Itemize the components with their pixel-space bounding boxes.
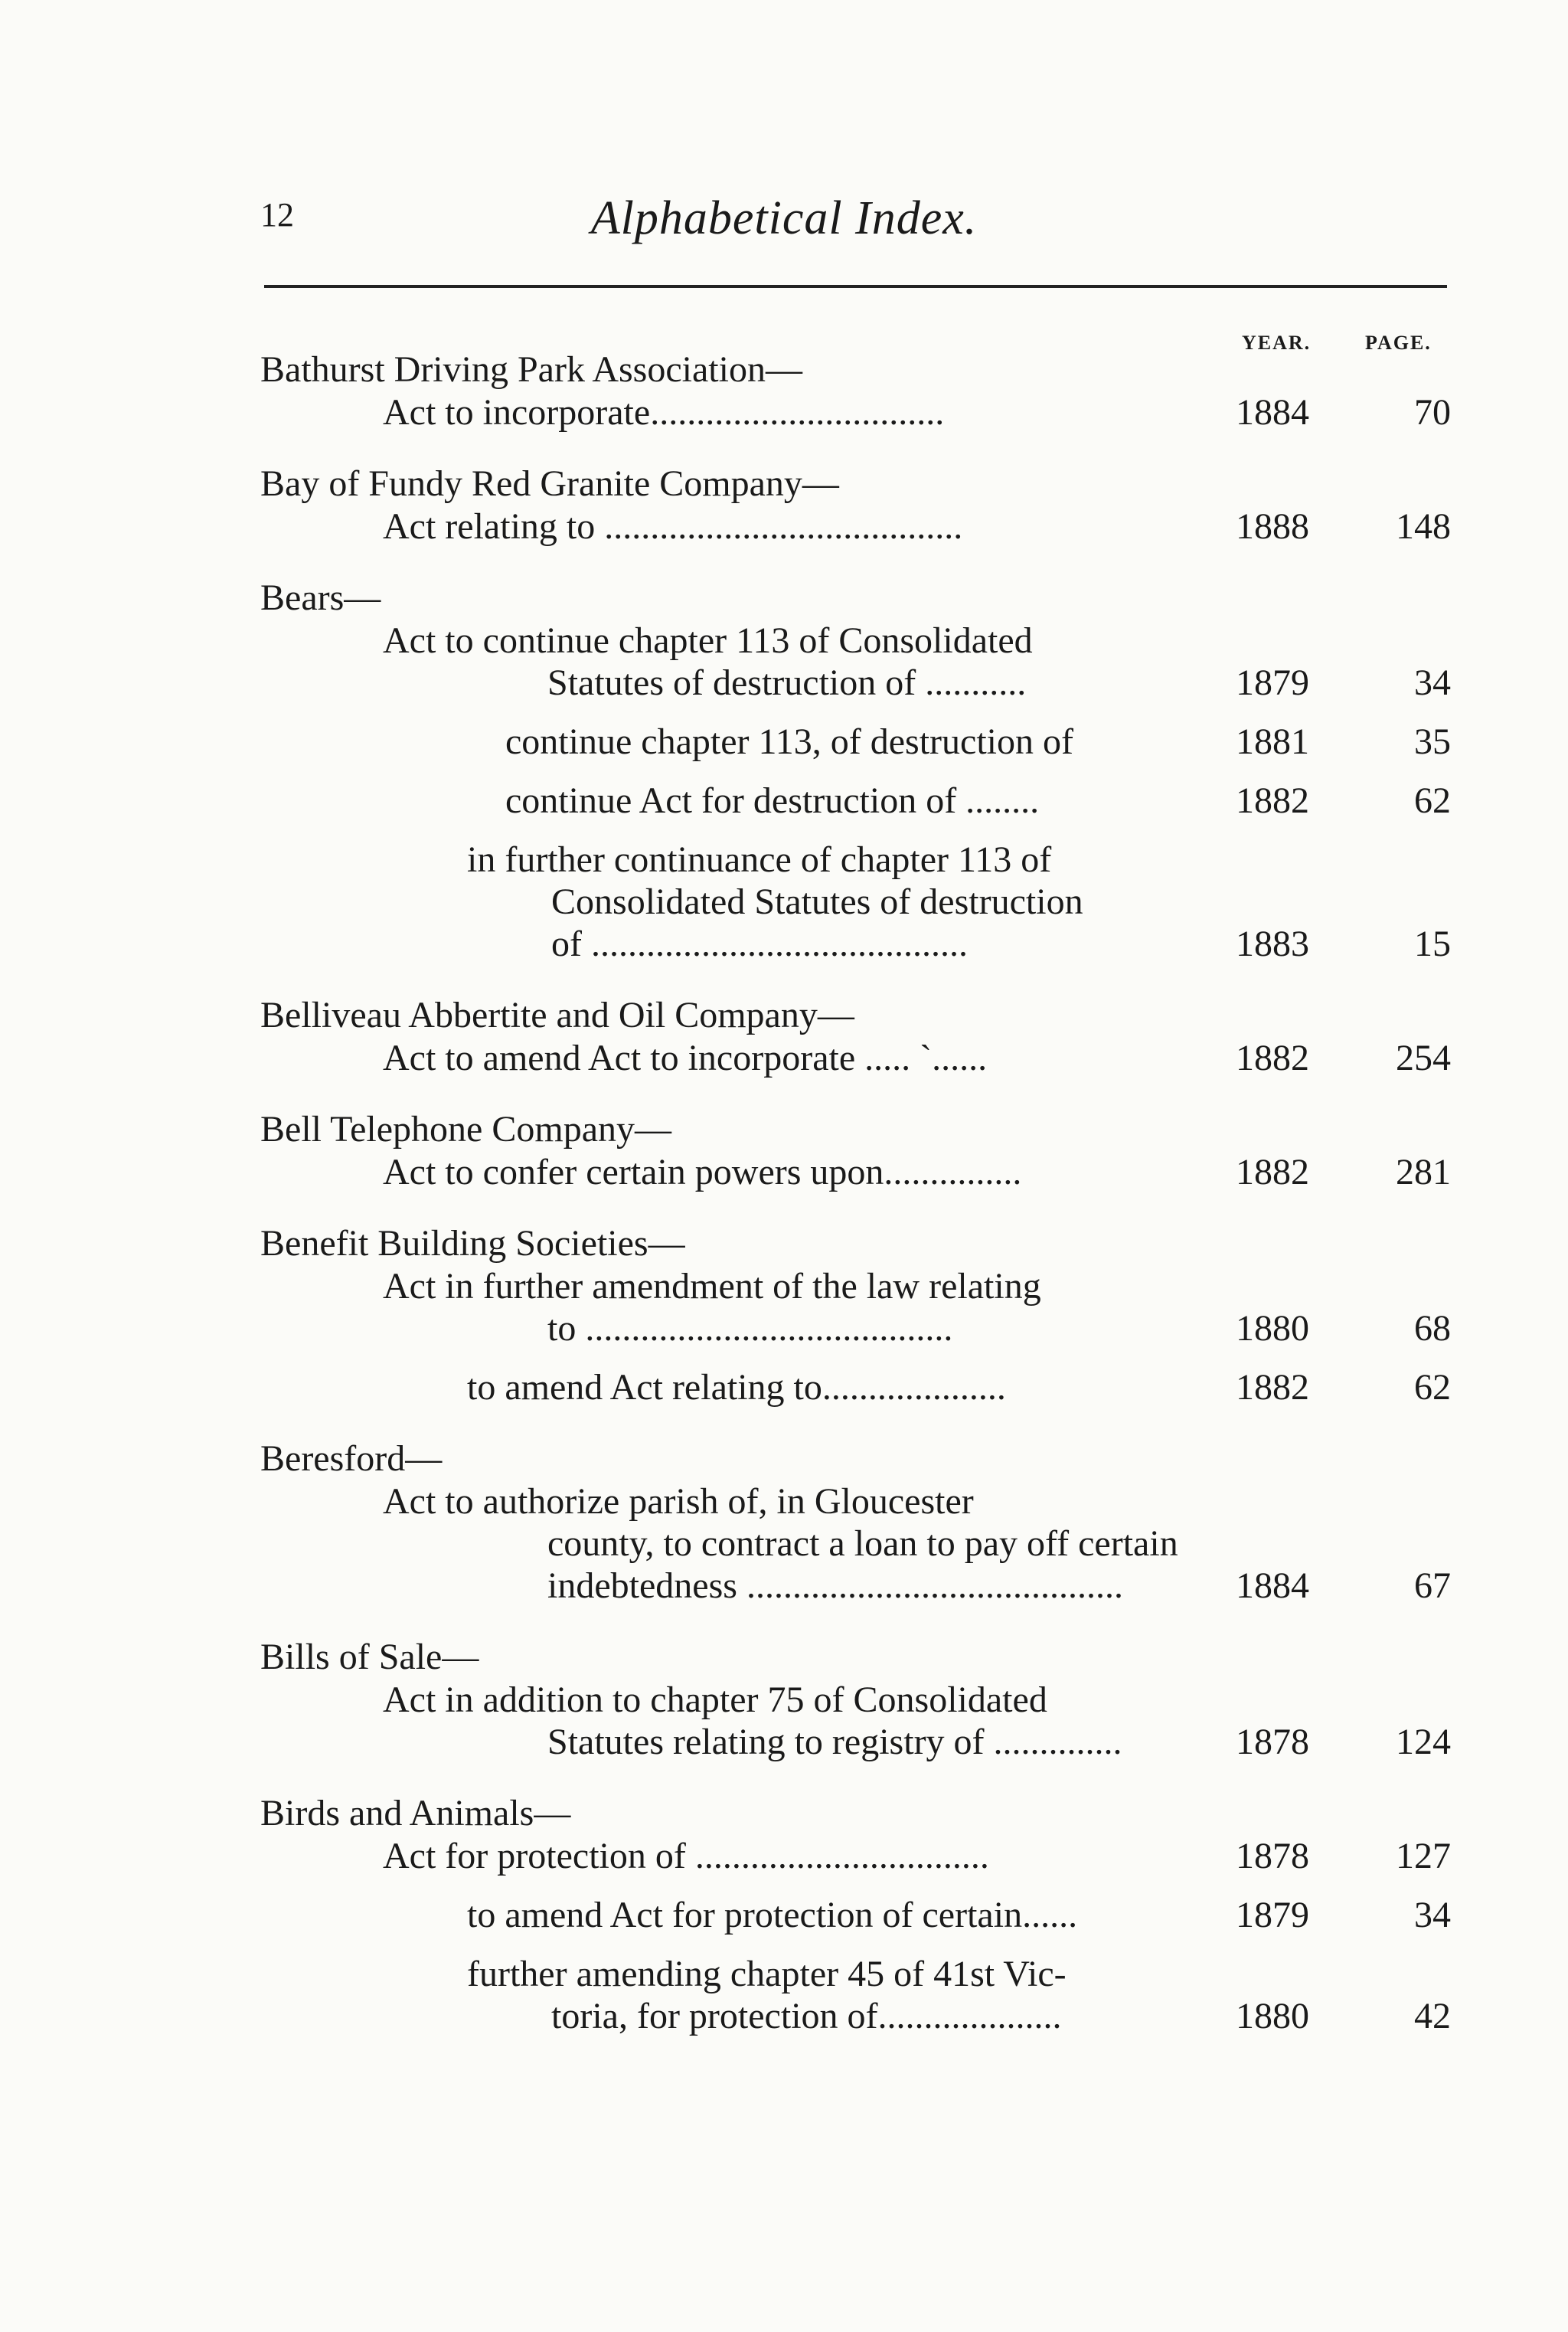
entry-year: 1880 [1236,1996,1309,2036]
entry-item [260,1679,1455,1763]
entry-item-line: indebtedness ......................................... [547,1565,1123,1606]
entry-year: 1882 [1236,1038,1309,1078]
entry-page: 42 [1414,1996,1451,2036]
entry-item-text [260,839,1191,965]
entry-year: 1881 [1236,721,1309,762]
entry-item-text [260,620,1191,704]
header-rule [264,285,1447,288]
entry-item-line: Act for protection of ................................ [383,1836,989,1876]
entry-page: 281 [1396,1152,1451,1192]
index-entries [260,348,1455,2066]
entry-item-line: Act in addition to chapter 75 of Consolidated [383,1679,1047,1720]
entry-item-line: Act to continue chapter 113 of Consolidated [383,620,1033,661]
entry-year: 1884 [1236,1565,1309,1606]
entry-item-text [260,505,1191,548]
entry-item-line: Act to authorize parish of, in Gloucester [383,1481,974,1522]
entry-item-line: further amending chapter 45 of 41st Vic- [467,1954,1067,1994]
entry-item-line: Statutes relating to registry of .............. [547,1722,1122,1762]
entry-item-line: to amend Act for protection of certain...... [467,1895,1078,1935]
entry-item-line: continue Act for destruction of ........ [505,780,1040,821]
entry-year: 1879 [1236,1895,1309,1935]
entry-year: 1884 [1236,392,1309,433]
entry-year: 1882 [1236,1367,1309,1408]
entry-item [260,1366,1455,1408]
entry-page: 15 [1414,924,1451,964]
page-number: 12 [260,196,294,234]
entry-page: 124 [1396,1722,1451,1762]
entry-item [260,1037,1455,1079]
entry-item [260,1265,1455,1349]
index-entry [260,1108,1455,1193]
entry-item-line: Statutes of destruction of ........... [547,662,1027,703]
entry-item-line: Act to confer certain powers upon............... [383,1152,1022,1192]
entry-heading: Beresford— [260,1438,443,1479]
entry-item [260,1835,1455,1877]
entry-item-line: Consolidated Statutes of destruction [551,881,1083,922]
entry-year: 1883 [1236,924,1309,964]
entry-year: 1879 [1236,662,1309,703]
entry-item-text [260,1151,1191,1193]
entry-item-text [260,1953,1191,2037]
entry-item [260,1151,1455,1193]
entry-year: 1878 [1236,1722,1309,1762]
index-entry [260,1437,1455,1607]
entry-item-text [260,721,1191,763]
entry-item [260,1953,1455,2037]
index-entry [260,463,1455,548]
index-entry [260,1636,1455,1763]
entry-item [260,839,1455,965]
entry-item-line: of ......................................... [551,924,968,964]
entry-item [260,1894,1455,1936]
entry-year: 1888 [1236,506,1309,547]
entry-item [260,1480,1455,1607]
entry-page: 68 [1414,1308,1451,1349]
entry-item-line: continue chapter 113, of destruction of [505,721,1073,762]
entry-year: 1882 [1236,1152,1309,1192]
index-entry [260,1222,1455,1408]
entry-item [260,620,1455,704]
entry-page: 62 [1414,780,1451,821]
entry-heading: Bills of Sale— [260,1637,479,1677]
entry-page: 67 [1414,1565,1451,1606]
entry-item-line: Act to amend Act to incorporate ..... `...... [383,1038,988,1078]
entry-item-line: in further continuance of chapter 113 of [467,839,1052,880]
entry-heading: Bell Telephone Company— [260,1109,671,1150]
entry-item-text [260,1894,1191,1936]
entry-year: 1878 [1236,1836,1309,1876]
entry-item-line: Act relating to ....................................... [383,506,963,547]
entry-page: 70 [1414,392,1451,433]
entry-page: 34 [1414,662,1451,703]
entry-item-line: Act in further amendment of the law relating [383,1266,1041,1307]
entry-item-line: county, to contract a loan to pay off certain [547,1523,1178,1564]
page-column-header: PAGE. [1365,332,1432,354]
entry-page: 35 [1414,721,1451,762]
entry-item [260,721,1455,763]
entry-item [260,391,1455,433]
entry-year: 1882 [1236,780,1309,821]
entry-item-text [260,1679,1191,1763]
entry-item-text [260,1480,1191,1607]
entry-item [260,505,1455,548]
entry-heading: Belliveau Abbertite and Oil Company— [260,995,854,1035]
entry-heading: Benefit Building Societies— [260,1223,685,1264]
index-entry [260,577,1455,965]
entry-page: 254 [1396,1038,1451,1078]
entry-item-text [260,780,1191,822]
entry-item-line: to amend Act relating to.................... [467,1367,1006,1408]
entry-item-text [260,391,1191,433]
entry-item-line: Act to incorporate................................ [383,392,945,433]
entry-heading: Bathurst Driving Park Association— [260,349,802,390]
entry-page: 127 [1396,1836,1451,1876]
entry-heading: Birds and Animals— [260,1793,571,1833]
entry-item-text [260,1265,1191,1349]
entry-page: 34 [1414,1895,1451,1935]
entry-item-text [260,1366,1191,1408]
entry-heading: Bay of Fundy Red Granite Company— [260,463,839,504]
year-column-header: YEAR. [1242,332,1312,354]
entry-item [260,780,1455,822]
entry-item-text [260,1835,1191,1877]
entry-page: 62 [1414,1367,1451,1408]
index-entry [260,1792,1455,2037]
entry-year: 1880 [1236,1308,1309,1349]
entry-page: 148 [1396,506,1451,547]
entry-heading: Bears— [260,577,381,618]
page-title: Alphabetical Index. [590,192,978,244]
entry-item-line: toria, for protection of.................... [551,1996,1062,2036]
entry-item-line: to ........................................ [547,1308,953,1349]
index-entry [260,994,1455,1079]
entry-item-text [260,1037,1191,1079]
index-entry [260,348,1455,433]
